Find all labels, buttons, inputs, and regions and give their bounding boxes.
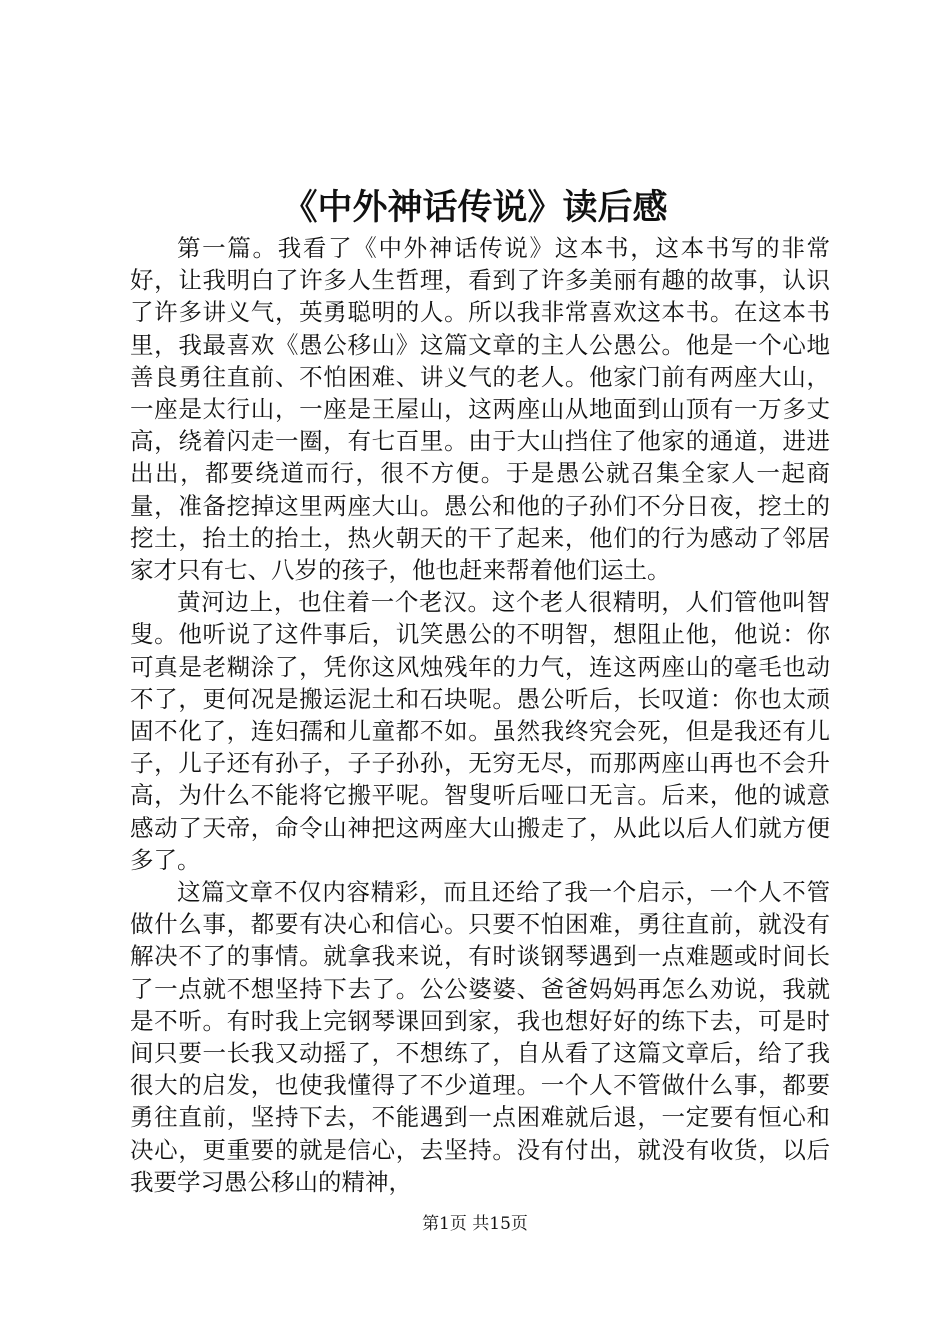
- page-footer: 第1页 共15页: [422, 1214, 528, 1234]
- document-title: 《中外神话传说》读后感: [282, 187, 668, 228]
- document-body: [130, 232, 830, 1198]
- paragraph-1: 第一篇。我看了《中外神话传说》这本书，这本书写的非常好，让我明白了许多人生哲理，看到了许多美丽有趣的故事，认识了许多讲义气，英勇聪明的人。所以我非常喜欢这本书。在这本书里，我最喜欢《愚公移山》这篇文章的主人公愚公。他是一个心地善良勇往直前、不怕困难、讲义气的老人。他家门前有两座大山，一座是太行山，一座是王屋山，这两座山从地面到山顶有一万多丈高，绕着闪走一圈，有七百里。由于大山挡住了他家的通道，进进出出，都要绕道而行，很不方便。于是愚公就召集全家人一起商量，准备挖掉这里两座大山。愚公和他的子孙们不分日夜，挖土的挖土，抬土的抬土，热火朝天的干了起来，他们的行为感动了邻居家才只有七、八岁的孩子，他也赶来帮着他们运土。: [130, 234, 830, 585]
- paragraph-3: 这篇文章不仅内容精彩，而且还给了我一个启示，一个人不管做什么事，都要有决心和信心。只要不怕困难，勇往直前，就没有解决不了的事情。就拿我来说，有时谈钢琴遇到一点难题或时间长了一点就不想坚持下去了。公公婆婆、爸爸妈妈再怎么劝说，我就是不听。有时我上完钢琴课回到家，我也想好好的练下去，可是时间只要一长我又动摇了，不想练了，自从看了这篇文章后，给了我很大的启发，也使我懂得了不少道理。一个人不管做什么事，都要勇往直前，坚持下去，不能遇到一点困难就后退，一定要有恒心和决心，更重要的就是信心，去坚持。没有付出，就没有收货，以后我要学习愚公移山的精神，: [130, 878, 830, 1196]
- paragraph-2: 黄河边上，也住着一个老汉。这个老人很精明，人们管他叫智叟。他听说了这件事后，讥笑愚公的不明智，想阻止他，他说：你可真是老糊涂了，凭你这风烛残年的力气，连这两座山的毫毛也动不了，更何况是搬运泥土和石块呢。愚公听后，长叹道：你也太顽固不化了，连妇孺和儿童都不如。虽然我终究会死，但是我还有儿子，儿子还有孙子，子子孙孙，无穷无尽，而那两座山再也不会升高，为什么不能将它搬平呢。智叟听后哑口无言。后来，他的诚意感动了天帝，命令山神把这两座大山搬走了，从此以后人们就方便多了。: [130, 588, 830, 874]
